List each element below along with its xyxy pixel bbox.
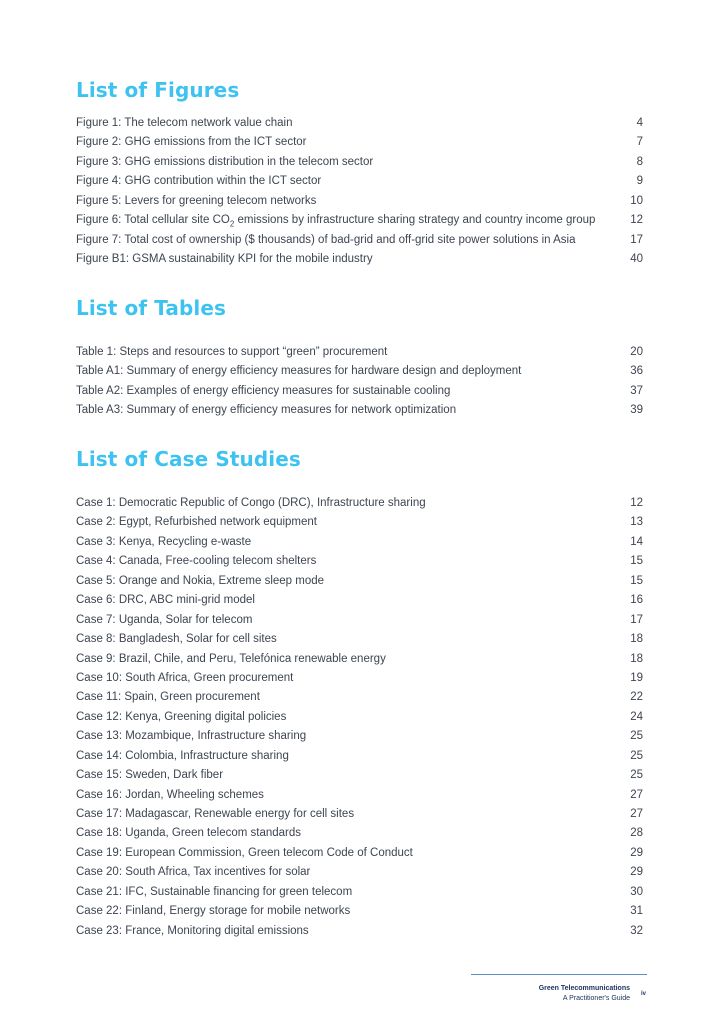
toc-entry[interactable] [76, 572, 643, 591]
toc-entry-title: Case 1: Democratic Republic of Congo (DRC), Infrastructure sharing [76, 497, 426, 509]
toc-entry-page-number: 25 [630, 769, 643, 782]
toc-entry[interactable] [76, 172, 643, 191]
case-studies-list [76, 494, 643, 941]
toc-entry-title: Case 2: Egypt, Refurbished network equipment [76, 516, 317, 529]
toc-entry[interactable] [76, 747, 643, 766]
toc-entry-page-number: 18 [630, 652, 643, 665]
toc-entry-title: Figure 6: Total cellular site $CO_2$ emissions by infrastructure sharing strategy and country income group [76, 214, 596, 229]
toc-entry-title: Case 20: South Africa, Tax incentives for solar [76, 866, 311, 879]
toc-entry-title: Figure 5: Levers for greening telecom networks [76, 194, 317, 207]
toc-entry[interactable] [76, 922, 643, 941]
toc-entry-title: Case 16: Jordan, Wheeling schemes [76, 788, 264, 801]
toc-entry-page-number: 7 [636, 136, 643, 149]
toc-entry-page-number: 10 [630, 194, 643, 207]
toc-entry-page-number: 27 [630, 788, 643, 801]
toc-entry[interactable] [76, 708, 643, 727]
toc-entry-title: Figure 7: Total cost of ownership ($ thousands) of bad-grid and off-grid site power solutions in Asia [76, 233, 576, 246]
toc-entry-page-number: 25 [630, 730, 643, 743]
toc-entry-title: Table A1: Summary of energy efficiency measures for hardware design and deployment [76, 365, 522, 378]
toc-entry-title: Case 12: Kenya, Greening digital policies [76, 710, 287, 723]
toc-entry-title: Case 14: Colombia, Infrastructure sharing [76, 749, 289, 762]
toc-entry-title: Figure 3: GHG emissions distribution in the telecom sector [76, 155, 374, 168]
tables-list [76, 343, 643, 421]
toc-entry[interactable] [76, 844, 643, 863]
toc-entry-page-number: 13 [630, 516, 643, 529]
toc-entry[interactable] [76, 211, 643, 230]
toc-entry-page-number: 39 [630, 404, 643, 417]
toc-entry-page-number: 19 [630, 671, 643, 684]
toc-entry-page-number: 18 [630, 633, 643, 646]
toc-entry-page-number: 32 [630, 924, 643, 937]
toc-entry[interactable] [76, 513, 643, 532]
toc-entry-page-number: 14 [630, 535, 643, 548]
toc-entry-title: Table A2: Examples of energy efficiency measures for sustainable cooling [76, 384, 451, 397]
toc-entry[interactable] [76, 192, 643, 211]
toc-entry-page-number: 17 [630, 613, 643, 626]
toc-entry-page-number: 20 [630, 346, 643, 358]
toc-entry[interactable] [76, 786, 643, 805]
toc-entry-title: Case 23: France, Monitoring digital emissions [76, 924, 309, 937]
toc-entry-page-number: 15 [630, 555, 643, 568]
toc-entry-title: Case 13: Mozambique, Infrastructure sharing [76, 730, 307, 743]
toc-entry[interactable] [76, 805, 643, 824]
toc-entry-page-number: 12 [630, 497, 643, 509]
toc-entry[interactable] [76, 824, 643, 843]
toc-entry-title: Case 18: Uganda, Green telecom standards [76, 827, 302, 840]
toc-entry-page-number: 36 [630, 365, 643, 378]
toc-entry-page-number: 12 [630, 214, 643, 227]
toc-entry-page-number: 29 [630, 846, 643, 859]
toc-entry-title: Figure 2: GHG emissions from the ICT sector [76, 136, 307, 149]
toc-entry-page-number: 27 [630, 808, 643, 820]
toc-entry[interactable] [76, 552, 643, 571]
toc-entry[interactable] [76, 688, 643, 707]
toc-entry-page-number: 25 [630, 749, 643, 762]
toc-entry-page-number: 22 [630, 691, 643, 704]
toc-entry-title: Case 5: Orange and Nokia, Extreme sleep mode [76, 574, 325, 587]
list-of-tables-heading: List of Tables [76, 296, 227, 320]
toc-entry-title: Case 7: Uganda, Solar for telecom [76, 613, 253, 626]
toc-entry-title: Case 9: Brazil, Chile, and Peru, Telefónica renewable energy [76, 652, 386, 665]
toc-entry[interactable] [76, 902, 643, 921]
toc-entry-title: Case 3: Kenya, Recycling e-waste [76, 535, 252, 548]
list-of-case-studies-heading: List of Case Studies [76, 447, 301, 471]
toc-entry[interactable] [76, 382, 643, 401]
toc-entry-title: Case 11: Spain, Green procurement [76, 691, 260, 704]
toc-entry-title: Case 19: European Commission, Green telecom Code of Conduct [76, 846, 413, 859]
toc-entry-page-number: 9 [636, 175, 643, 188]
toc-entry[interactable] [76, 401, 643, 420]
toc-entry-page-number: 30 [630, 885, 643, 898]
toc-entry[interactable] [76, 362, 643, 381]
list-of-figures-heading: List of Figures [76, 78, 240, 102]
toc-entry[interactable] [76, 343, 643, 362]
toc-entry-page-number: 15 [630, 574, 643, 587]
toc-entry[interactable] [76, 250, 643, 269]
toc-entry[interactable] [76, 630, 643, 649]
toc-entry-page-number: 31 [630, 905, 643, 918]
toc-entry-title: Figure 1: The telecom network value chain [76, 117, 293, 129]
toc-entry-title: Case 22: Finland, Energy storage for mobile networks [76, 905, 351, 918]
toc-entry-page-number: 24 [630, 710, 643, 723]
toc-entry[interactable] [76, 591, 643, 610]
footer-divider [471, 974, 647, 975]
footer-title: Green Telecommunications [538, 985, 630, 992]
toc-entry-page-number: 8 [636, 155, 643, 168]
toc-entry-title: Case 15: Sweden, Dark fiber [76, 769, 224, 782]
figures-list [76, 114, 643, 270]
toc-entry-page-number: 16 [630, 594, 643, 607]
toc-entry[interactable] [76, 114, 643, 133]
toc-entry[interactable] [76, 766, 643, 785]
toc-entry[interactable] [76, 494, 643, 513]
toc-entry-title: Table A3: Summary of energy efficiency measures for network optimization [76, 404, 457, 417]
toc-entry[interactable] [76, 863, 643, 882]
toc-entry-title: Case 4: Canada, Free-cooling telecom shelters [76, 555, 317, 568]
toc-entry-page-number: 28 [630, 827, 643, 840]
toc-entry[interactable] [76, 669, 643, 688]
toc-entry-title: Case 8: Bangladesh, Solar for cell sites [76, 633, 277, 646]
footer-subtitle: A Practitioner's Guide [562, 995, 630, 1002]
toc-entry-page-number: 37 [630, 384, 643, 397]
toc-entry[interactable] [76, 153, 643, 172]
toc-entry-page-number: 29 [630, 866, 643, 879]
toc-entry[interactable] [76, 231, 643, 250]
toc-entry[interactable] [76, 611, 643, 630]
toc-entry-title: Case 10: South Africa, Green procurement [76, 671, 294, 684]
toc-entry[interactable] [76, 727, 643, 746]
toc-entry-page-number: 40 [630, 253, 643, 266]
page-number: iv [641, 991, 647, 997]
toc-entry[interactable] [76, 650, 643, 669]
toc-entry-page-number: 4 [636, 117, 643, 129]
toc-entry-title: Case 17: Madagascar, Renewable energy for cell sites [76, 808, 355, 820]
toc-entry[interactable] [76, 883, 643, 902]
toc-entry[interactable] [76, 133, 643, 152]
toc-entry-title: Case 21: IFC, Sustainable financing for green telecom [76, 885, 353, 898]
toc-entry-page-number: 17 [630, 233, 643, 246]
toc-entry-title: Figure B1: GSMA sustainability KPI for the mobile industry [76, 253, 373, 266]
toc-entry-title: Case 6: DRC, ABC mini-grid model [76, 594, 255, 607]
toc-entry[interactable] [76, 533, 643, 552]
toc-entry-title: Table 1: Steps and resources to support “green” procurement [76, 346, 388, 358]
toc-entry-title: Figure 4: GHG contribution within the ICT sector [76, 175, 322, 188]
